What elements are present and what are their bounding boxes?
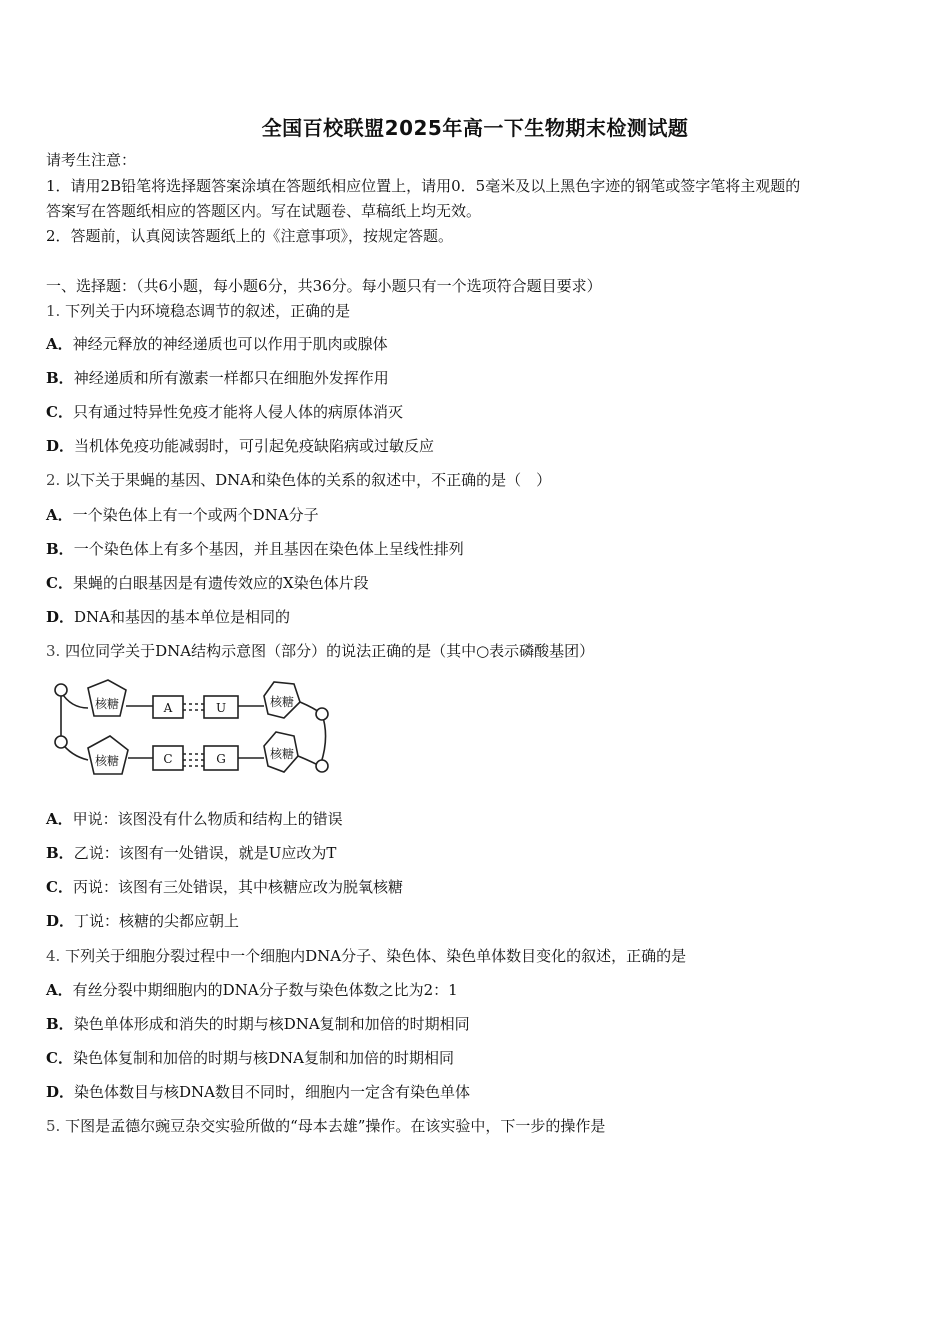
base-label-u: U — [215, 701, 227, 715]
question-stem: 四位同学关于DNA结构示意图（部分）的说法正确的是（其中○表示磷酸基团） — [65, 642, 595, 660]
question-number: 1. — [46, 302, 61, 320]
q3-option-d — [46, 911, 239, 931]
q2-option-b — [46, 539, 464, 559]
question-3 — [46, 641, 594, 661]
option-letter: B． — [46, 540, 74, 558]
phosphate-circle-bottom-left — [55, 736, 67, 748]
option-letter: C． — [46, 1049, 73, 1067]
dna-structure-diagram — [46, 678, 346, 790]
option-text: 染色体数目与核DNA数目不同时，细胞内一定含有染色单体 — [74, 1083, 471, 1101]
q2-option-c — [46, 573, 369, 593]
page-title: 全国百校联盟2025年高一下生物期末检测试题 — [261, 116, 689, 140]
option-letter: B． — [46, 844, 74, 862]
option-text: 只有通过特异性免疫才能将人侵人体的病原体消灭 — [72, 403, 403, 421]
option-text: DNA和基因的基本单位是相同的 — [74, 608, 291, 626]
question-4 — [46, 946, 686, 966]
q4-option-d — [46, 1082, 470, 1102]
q1-option-b — [46, 368, 389, 388]
question-stem: 下列关于细胞分裂过程中一个细胞内DNA分子、染色体、染色单体数目变化的叙述，正确的是 — [65, 947, 687, 965]
question-stem: 以下关于果蝇的基因、DNA和染色体的关系的叙述中，不正确的是（ ） — [65, 471, 552, 489]
option-letter: D． — [46, 608, 75, 626]
question-stem: 下列关于内环境稳态调节的叙述，正确的是 — [65, 302, 351, 320]
section-heading: 一、选择题：（共6小题，每小题6分，共36分。每小题只有一个选项符合题目要求） — [46, 277, 602, 295]
base-label-a: A — [163, 701, 173, 715]
ribose-label: 核糖 — [94, 754, 120, 768]
ribose-label: 核糖 — [269, 695, 295, 709]
option-letter: D． — [46, 912, 75, 930]
option-letter: D． — [46, 1083, 75, 1101]
option-text: 丁说：核糖的尖都应朝上 — [74, 912, 240, 930]
option-letter: A． — [46, 810, 73, 828]
option-text: 甲说：该图没有什么物质和结构上的错误 — [72, 810, 343, 828]
q1-option-a — [46, 334, 388, 354]
option-text: 当机体免疫功能减弱时，可引起免疫缺陷病或过敏反应 — [74, 437, 435, 455]
option-text: 一个染色体上有一个或两个DNA分子 — [72, 506, 319, 524]
q4-option-c — [46, 1048, 454, 1068]
q3-option-a — [46, 809, 343, 829]
notice-line-2: 答案写在答题纸相应的答题区内。写在试题卷、草稿纸上均无效。 — [46, 202, 482, 220]
notice-line-1: 1．请用2B铅笔将选择题答案涂填在答题纸相应位置上，请用0．5毫米及以上黑色字迹的钢笔或签字笔将主观题的 — [46, 177, 801, 195]
base-label-c: C — [163, 752, 173, 766]
option-letter: B． — [46, 369, 74, 387]
option-letter: C． — [46, 574, 73, 592]
q3-option-b — [46, 843, 336, 863]
option-letter: C． — [46, 878, 73, 896]
question-number: 2. — [46, 471, 61, 489]
q1-option-d — [46, 436, 434, 456]
q3-option-c — [46, 877, 403, 897]
phosphate-circle-top-right — [316, 708, 328, 720]
option-text: 乙说：该图有一处错误，就是U应改为T — [73, 844, 337, 862]
option-text: 丙说：该图有三处错误，其中核糖应改为脱氧核糖 — [72, 878, 403, 896]
option-letter: A． — [46, 506, 73, 524]
phosphate-circle-top-left — [55, 684, 67, 696]
ribose-label: 核糖 — [269, 747, 295, 761]
option-letter: B． — [46, 1015, 74, 1033]
option-letter: A． — [46, 335, 73, 353]
notice-line-3: 2．答题前，认真阅读答题纸上的《注意事项》，按规定答题。 — [46, 227, 454, 245]
option-text: 神经递质和所有激素一样都只在细胞外发挥作用 — [73, 369, 389, 387]
option-text: 神经元释放的神经递质也可以作用于肌肉或腺体 — [72, 335, 388, 353]
q4-option-a — [46, 980, 458, 1000]
question-1 — [46, 301, 350, 321]
base-label-g: G — [216, 752, 226, 766]
phosphate-circle-bottom-right — [316, 760, 328, 772]
option-letter: D． — [46, 437, 75, 455]
option-text: 一个染色体上有多个基因，并且基因在染色体上呈线性排列 — [73, 540, 464, 558]
q2-option-a — [46, 505, 319, 525]
option-text: 染色单体形成和消失的时期与核DNA复制和加倍的时期相同 — [73, 1015, 470, 1033]
question-number: 5. — [46, 1117, 61, 1135]
option-text: 染色体复制和加倍的时期与核DNA复制和加倍的时期相同 — [72, 1049, 454, 1067]
question-number: 3. — [46, 642, 61, 660]
question-5 — [46, 1116, 605, 1136]
option-letter: A． — [46, 981, 73, 999]
right-backbone-line — [320, 714, 326, 766]
question-stem: 下图是孟德尔豌豆杂交实验所做的“母本去雄”操作。在该实验中，下一步的操作是 — [65, 1117, 606, 1135]
question-number: 4. — [46, 947, 61, 965]
option-text: 有丝分裂中期细胞内的DNA分子数与染色体数之比为2：1 — [72, 981, 458, 999]
option-letter: C． — [46, 403, 73, 421]
option-text: 果蝇的白眼基因是有遗传效应的X染色体片段 — [72, 574, 369, 592]
q4-option-b — [46, 1014, 470, 1034]
notice-heading: 请考生注意： — [46, 151, 137, 169]
q2-option-d — [46, 607, 290, 627]
question-2 — [46, 470, 551, 490]
ribose-label: 核糖 — [94, 697, 120, 711]
q1-option-c — [46, 402, 403, 422]
